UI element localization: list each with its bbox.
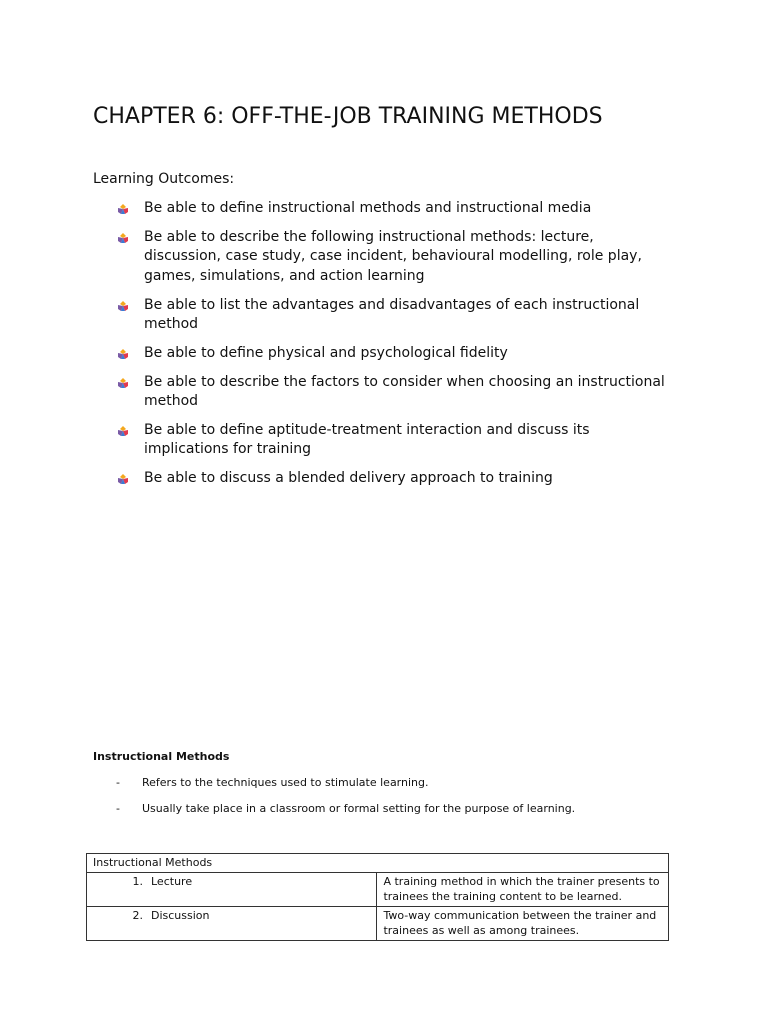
method-cell: [87, 906, 377, 940]
learning-outcome-text: Be able to define physical and psychological fidelity: [144, 344, 508, 361]
instructional-methods-table: [86, 853, 669, 941]
method-cell: [87, 872, 377, 906]
table-header-cell: Instructional Methods: [87, 854, 669, 873]
method-name: Lecture: [151, 874, 193, 888]
bullet-icon: [118, 233, 128, 243]
definition-cell: Two-way communication between the trainer and trainees as well as among trainees.: [377, 906, 669, 940]
learning-outcome-text: Be able to define aptitude-treatment interaction and discuss its implications for training: [144, 422, 590, 458]
learning-outcomes-heading: Learning Outcomes:: [93, 171, 235, 187]
dash-list-item: [116, 776, 575, 802]
dash-list-item: [116, 802, 575, 828]
bullet-icon: [118, 474, 128, 484]
definition-cell: A training method in which the trainer presents to trainees the training content to be learned.: [377, 872, 669, 906]
page-title: CHAPTER 6: OFF-THE-JOB TRAINING METHODS: [93, 104, 603, 129]
learning-outcome-text: Be able to describe the factors to consider when choosing an instructional method: [144, 373, 665, 410]
learning-outcome-text: Be able to define instructional methods and instructional media: [144, 200, 592, 216]
learning-outcome-item: [144, 421, 674, 460]
dash-list-text: Refers to the techniques used to stimulate learning.: [142, 776, 429, 789]
instructional-methods-heading: Instructional Methods: [93, 750, 230, 763]
method-number: 2.: [132, 908, 143, 922]
learning-outcome-item: [144, 373, 674, 412]
dash-marker: -: [116, 802, 120, 815]
learning-outcome-item: [144, 199, 674, 218]
instructional-methods-points: [116, 776, 575, 828]
method-name: Discussion: [151, 908, 210, 922]
table-row: [87, 906, 669, 940]
bullet-icon: [118, 426, 128, 436]
dash-list-text: Usually take place in a classroom or formal setting for the purpose of learning.: [142, 802, 576, 815]
bullet-icon: [118, 349, 128, 359]
table-row: [87, 872, 669, 906]
dash-marker: -: [116, 776, 120, 789]
bullet-icon: [118, 301, 128, 311]
method-number: 1.: [132, 874, 143, 888]
bullet-icon: [118, 204, 128, 214]
learning-outcome-text: Be able to discuss a blended delivery approach to training: [144, 470, 553, 487]
learning-outcome-item: [144, 469, 674, 488]
bullet-icon: [118, 378, 128, 388]
learning-outcome-text: Be able to list the advantages and disadvantages of each instructional method: [144, 296, 640, 332]
learning-outcomes-list: [144, 199, 674, 498]
table-header-row: [87, 854, 669, 873]
learning-outcome-item: [144, 344, 674, 363]
learning-outcome-text: Be able to describe the following instructional methods: lecture, discussion, case study, case incident, behavioural modelling, role play, games, simulations, and action learning: [144, 228, 642, 284]
learning-outcome-item: [144, 296, 674, 335]
learning-outcome-item: [144, 228, 674, 286]
